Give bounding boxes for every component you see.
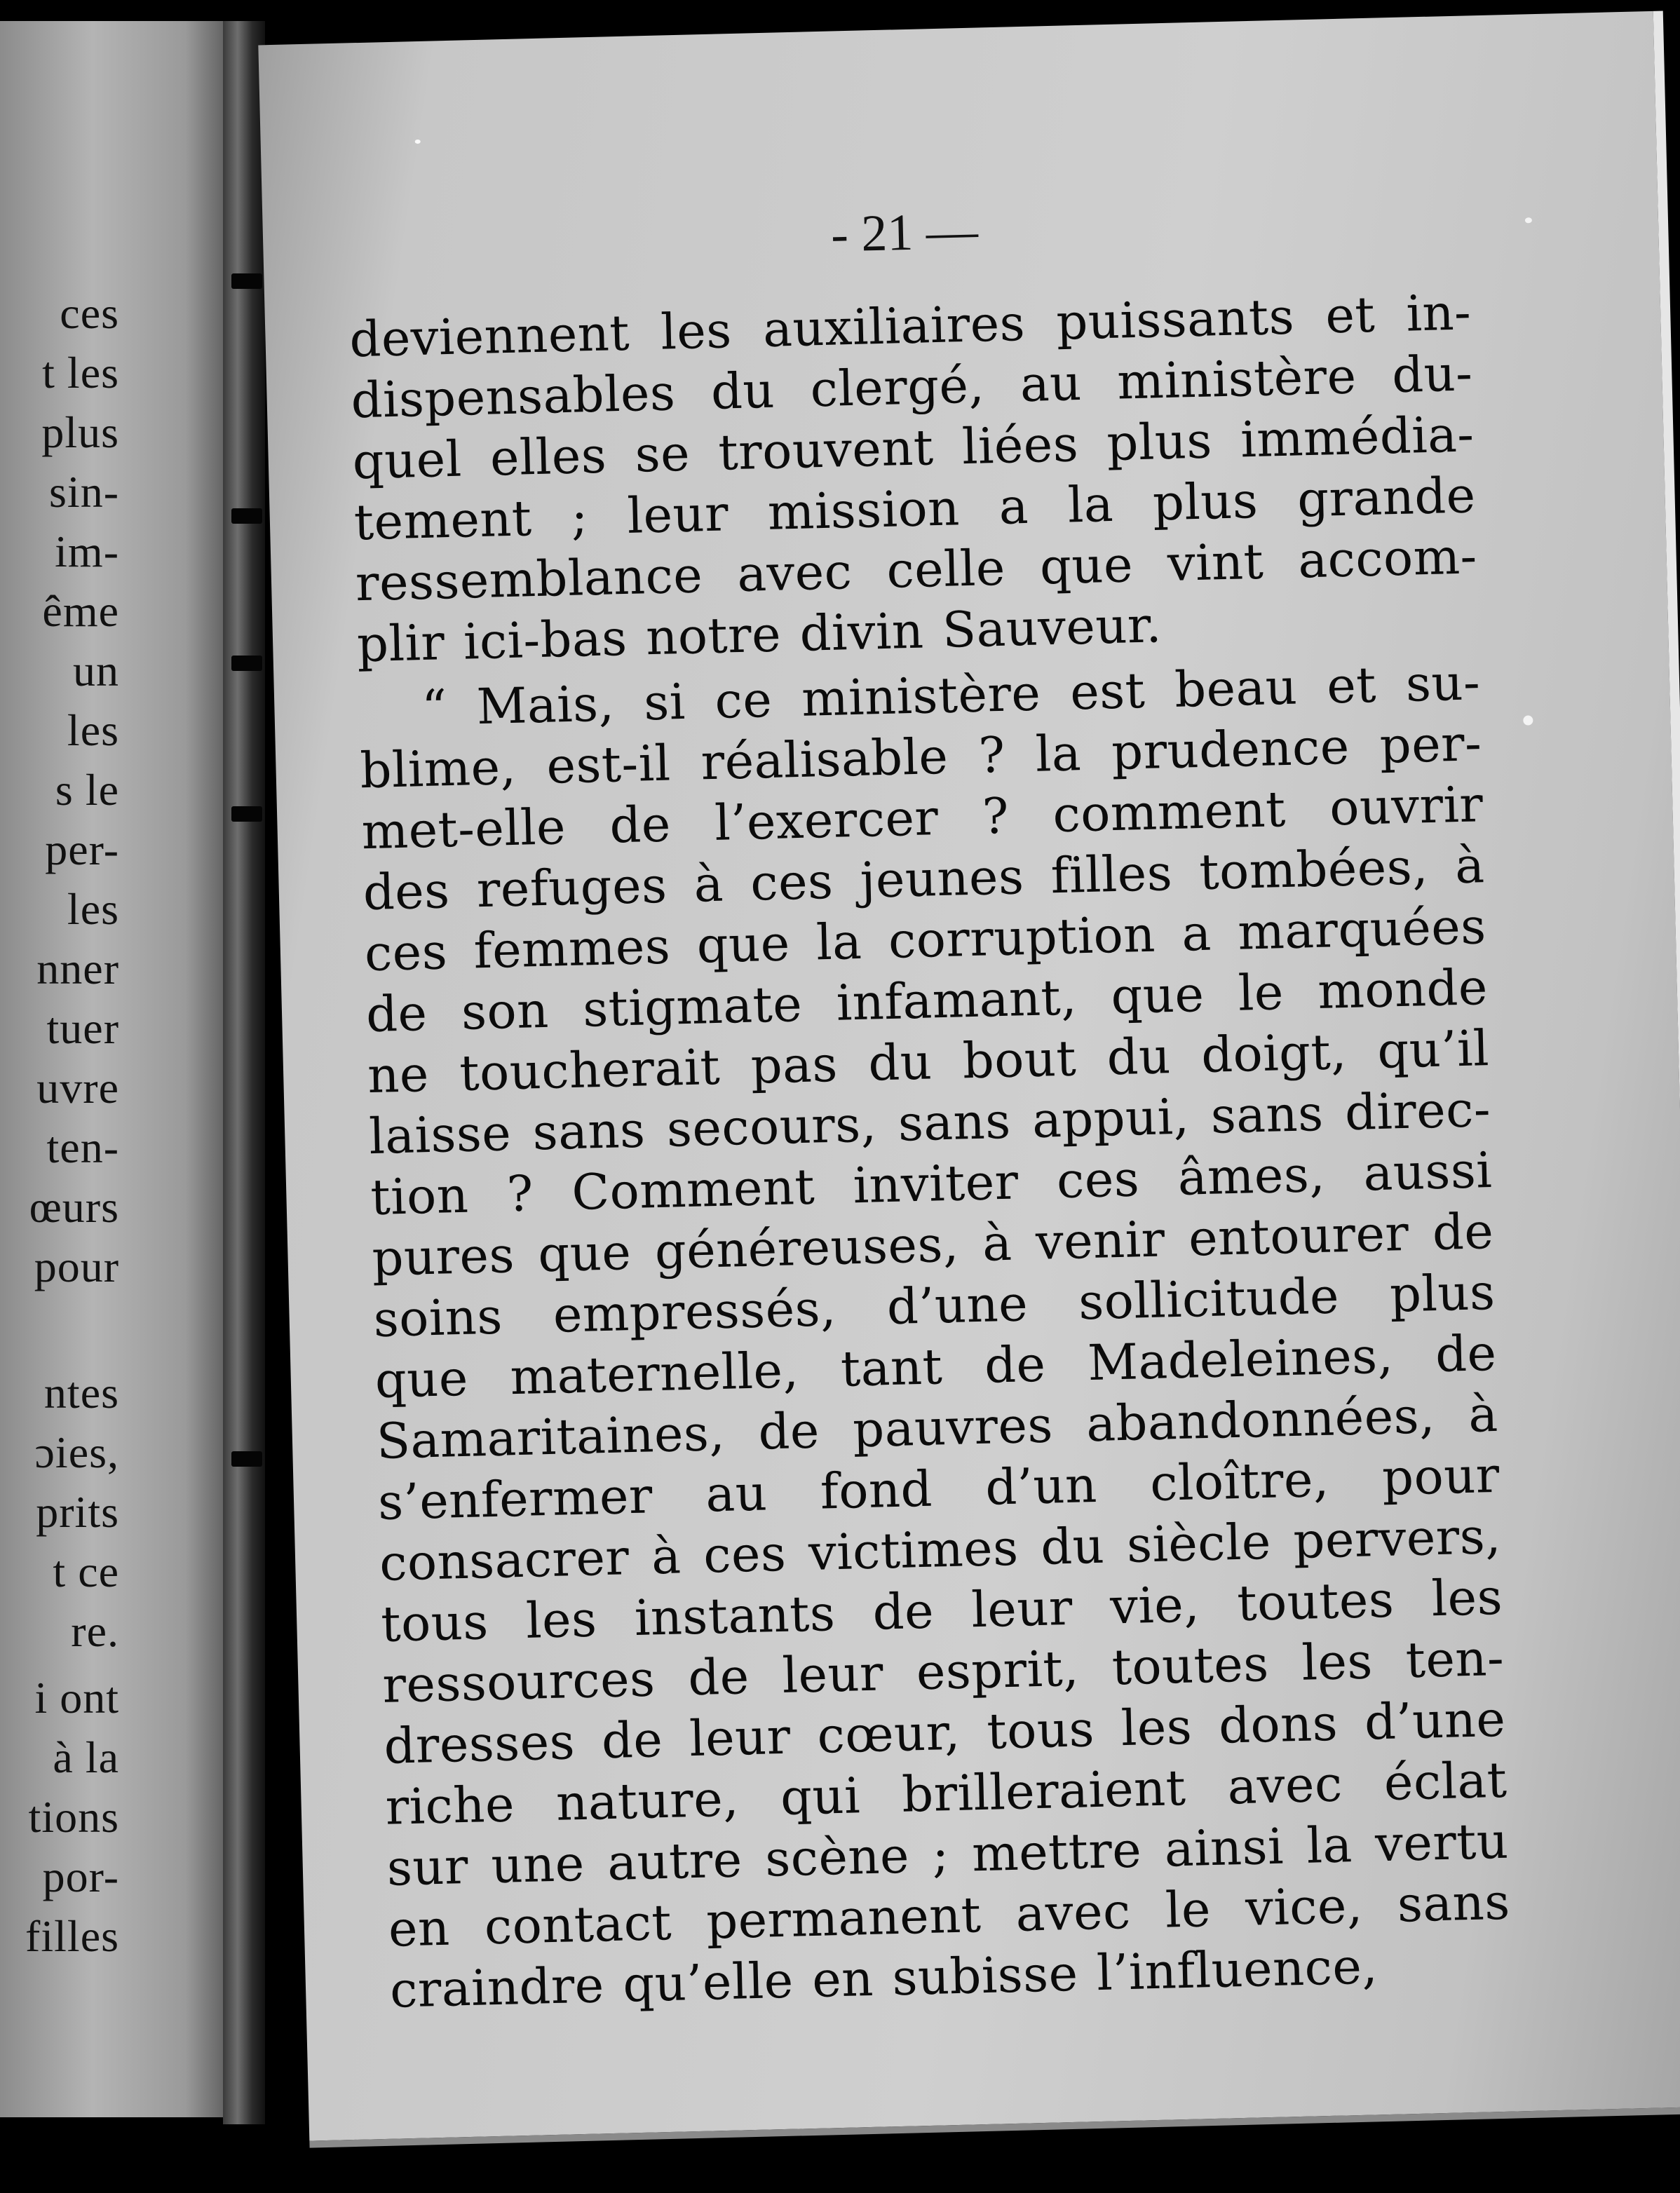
- text-line: dispensables du clergé, au ministère du-: [350, 344, 1474, 430]
- left-page-line: tuer: [46, 1003, 119, 1053]
- text-line: craindre qu’elle en subisse l’influence,: [389, 1937, 1378, 2019]
- text-line: met-elle de l’exercer ? comment ouvrir: [360, 775, 1484, 861]
- text-line: riche nature, qui brilleraient avec éclat: [384, 1751, 1508, 1836]
- left-page-line: por-: [42, 1852, 119, 1901]
- body-text: [349, 282, 1512, 2021]
- text-line: tement ; leur mission a la plus grande: [353, 466, 1477, 552]
- text-line: consacrer à ces victimes du siècle pervers,: [379, 1507, 1502, 1592]
- dust-speck: [1523, 715, 1533, 725]
- previous-page-fragment: [0, 21, 231, 2117]
- binding-stitch: [231, 656, 262, 671]
- text-line: pures que généreuses, à venir entourer de: [371, 1202, 1495, 1288]
- text-line: de son stigmate infamant, que le monde: [365, 958, 1489, 1044]
- left-page-line: un: [73, 646, 119, 695]
- dust-speck: [1525, 217, 1532, 223]
- left-page-line: s le: [55, 765, 119, 815]
- text-line: ressemblance avec celle que vint accom-: [355, 527, 1478, 613]
- left-page-line: nner: [36, 944, 119, 993]
- text-line: ressources de leur esprit, toutes les ten-: [381, 1629, 1505, 1714]
- text-line: en contact permanent avec le vice, sans: [388, 1873, 1511, 1958]
- text-line: dresses de leur cœur, tous les dons d’une: [383, 1690, 1507, 1775]
- left-page-line: plus: [41, 407, 119, 457]
- left-page-line: œurs: [29, 1182, 119, 1232]
- left-page-line: ntes: [43, 1368, 119, 1418]
- book-page: [258, 11, 1680, 2148]
- text-line: ces femmes que la corruption a marquées: [363, 897, 1487, 983]
- text-line: plir ici-bas notre divin Sauveur.: [356, 596, 1163, 674]
- left-page-line: à la: [53, 1732, 119, 1782]
- left-page-line: t les: [42, 348, 119, 398]
- left-page-line: ces: [60, 288, 119, 338]
- text-line: blime, est-il réalisable ? la prudence per-: [359, 714, 1483, 800]
- left-page-line: sin-: [49, 467, 119, 517]
- text-line: quel elles se trouvent liées plus immédia-: [351, 405, 1475, 491]
- text-line: Samaritaines, de pauvres abandonnées, à: [376, 1385, 1499, 1470]
- left-page-line: prits: [36, 1487, 119, 1537]
- left-page-line: uvre: [36, 1063, 119, 1113]
- page-number: - 21 —: [830, 202, 979, 264]
- left-page-line: ten-: [46, 1122, 119, 1172]
- dust-speck: [415, 140, 421, 144]
- binding-stitch: [231, 1451, 262, 1467]
- left-page-line: per-: [45, 824, 119, 874]
- text-line: tion ? Comment inviter ces âmes, aussi: [370, 1141, 1493, 1227]
- text-line: ne toucherait pas du bout du doigt, qu’il: [367, 1019, 1490, 1105]
- text-line: soins empressés, d’une sollicitude plus: [372, 1263, 1496, 1348]
- left-page-line: i ont: [34, 1673, 119, 1723]
- text-line: “ Mais, si ce ministère est beau et su-: [421, 653, 1482, 738]
- left-page-line: pour: [34, 1242, 119, 1291]
- text-line: des refuges à ces jeunes filles tombées, à: [362, 836, 1486, 922]
- left-page-line: t ce: [53, 1547, 119, 1596]
- text-line: deviennent les auxiliaires puissants et in-: [348, 283, 1472, 369]
- left-page-line: re.: [71, 1606, 119, 1656]
- text-line: laisse sans secours, sans appui, sans direc-: [368, 1080, 1491, 1166]
- text-line: que maternelle, tant de Madeleines, de: [374, 1324, 1498, 1409]
- book-spine: [223, 21, 265, 2124]
- text-line: tous les instants de leur vie, toutes les: [380, 1568, 1503, 1653]
- left-page-line: ême: [42, 586, 119, 636]
- binding-stitch: [231, 806, 262, 822]
- binding-stitch: [231, 508, 262, 524]
- binding-stitch: [231, 273, 262, 289]
- text-line: sur une autre scène ; mettre ainsi la vertu: [386, 1812, 1510, 1897]
- left-page-line: les: [67, 705, 119, 755]
- left-page-line: les: [67, 884, 119, 934]
- left-page-line: filles: [25, 1911, 119, 1961]
- left-page-line: im-: [55, 527, 119, 576]
- left-page-line: tions: [28, 1792, 119, 1842]
- text-line: s’enfermer au fond d’un cloître, pour: [377, 1446, 1501, 1531]
- left-page-line: ɔies,: [34, 1427, 119, 1477]
